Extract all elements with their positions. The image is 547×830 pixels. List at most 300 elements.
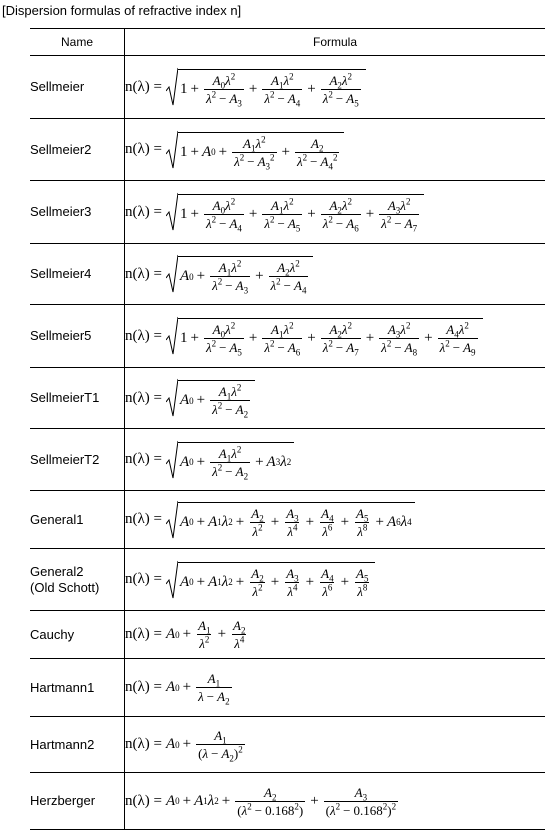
formula-name: Hartmann1	[30, 679, 95, 695]
math-exponent: 2	[217, 462, 223, 473]
formula-name: Sellmeier2	[30, 141, 92, 157]
fraction-numerator	[269, 322, 296, 338]
math-subscript: 1	[206, 625, 211, 636]
fraction	[319, 320, 363, 358]
operator: +	[182, 626, 192, 642]
math-subscript: 4	[328, 161, 333, 172]
math-exponent: 2	[391, 801, 397, 812]
math-exponent: 2	[238, 744, 243, 755]
radicand: 1 + A 0 + $\frac{A_1\lambda^2}{\lambda^2 - A_3^2}$ + $\frac{A_2}{\lambda^2 - A_4^2}$	[178, 132, 344, 170]
radicand: A 0 + A 1 λ 2 + $\frac{A_2}{\lambda^2}$ + $\frac{A_3}{\lambda^4}$ + $\frac{A_4}{\lambda^6}$ + $\frac{A_5}{\lambda^8}$	[178, 562, 376, 600]
fraction-denominator	[250, 522, 264, 539]
lambda-symbol: λ	[287, 583, 293, 599]
table-row	[30, 429, 545, 491]
fraction-numerator	[217, 384, 244, 400]
coefficient-a3: A	[266, 453, 276, 470]
operator: +	[307, 330, 316, 346]
fraction-numerator	[249, 506, 265, 522]
formula-expression	[125, 560, 545, 600]
radicand: A 0 + $\frac{A_1\lambda^2}{\lambda^2 - A_2}$	[178, 380, 255, 418]
fraction	[377, 196, 421, 234]
formula-column-header: Formula	[125, 29, 546, 56]
math-exponent: 4	[239, 634, 245, 645]
operator: +	[255, 268, 264, 284]
fraction-numerator	[354, 566, 370, 582]
formula-lhs: n(λ) =	[125, 511, 162, 527]
operator: +	[182, 736, 192, 752]
fraction-denominator	[438, 338, 478, 358]
fraction-denominator	[262, 338, 302, 358]
lambda-symbol: λ	[221, 573, 229, 590]
fraction-denominator	[321, 214, 361, 234]
math-exponent: 4	[292, 582, 298, 593]
lambda-symbol: λ	[225, 322, 231, 337]
math-exponent: 2	[445, 338, 450, 349]
operator: +	[270, 513, 280, 530]
operator: +	[182, 792, 192, 809]
coefficient-a5: A	[346, 91, 355, 106]
math-exponent: 2	[258, 522, 263, 533]
math-exponent: 2	[295, 258, 300, 269]
math-subscript: 1	[250, 143, 256, 154]
math-exponent: 2	[386, 214, 392, 225]
formula-lhs: n(λ) =	[125, 792, 162, 809]
math-exponent: 2	[335, 801, 341, 812]
coefficient-a4: A	[287, 91, 296, 106]
formula-cell	[125, 491, 546, 549]
coefficient-a6: A	[346, 216, 355, 231]
fraction-numerator	[386, 322, 413, 338]
lambda-symbol: λ	[205, 340, 212, 355]
math-glyph: 1	[179, 206, 188, 222]
math-subscript: 5	[295, 223, 301, 234]
formula-lhs: n(λ) =	[125, 265, 162, 282]
formula-name-cell	[30, 717, 125, 773]
square-root	[166, 192, 424, 232]
fraction	[352, 566, 372, 599]
fraction-numerator	[327, 322, 354, 338]
radical-sign-icon	[166, 378, 178, 418]
coefficient-a0: A	[165, 736, 176, 752]
fraction	[230, 134, 278, 172]
fraction	[260, 196, 304, 234]
fraction-numerator	[327, 73, 354, 89]
formula-name: SellmeierT2	[30, 451, 100, 467]
fraction	[293, 135, 341, 172]
coefficient-a2: A	[235, 402, 244, 417]
coefficient-a6: A	[287, 340, 296, 355]
formula-cell	[125, 368, 546, 429]
math-exponent: 2	[270, 89, 275, 100]
math-exponent: 2	[211, 214, 217, 225]
math-exponent: 2	[328, 214, 333, 225]
fraction	[229, 618, 249, 651]
coefficient-a9: A	[463, 340, 472, 355]
radical-sign-icon	[166, 254, 178, 294]
coefficient-a5: A	[356, 565, 364, 581]
coefficient-a2: A	[217, 689, 226, 704]
fraction	[202, 196, 246, 234]
math-exponent: 2	[382, 801, 388, 812]
lambda-symbol: λ	[322, 91, 329, 106]
coefficient-a1: A	[207, 671, 216, 686]
operator: +	[248, 81, 258, 97]
formula-name-cell	[30, 119, 125, 181]
lambda-symbol: λ	[207, 792, 215, 809]
fraction-numerator	[269, 198, 296, 214]
math-exponent: 2	[236, 258, 242, 269]
fraction-numerator	[354, 506, 370, 522]
coefficient-a3: A	[387, 322, 396, 337]
math-exponent: 2	[328, 338, 333, 349]
fraction-numerator	[217, 446, 244, 462]
coefficient-a2: A	[329, 322, 338, 337]
coefficient-a0: A	[201, 143, 212, 160]
operator: +	[221, 792, 231, 809]
fraction-numerator	[275, 260, 302, 276]
math-exponent: 8	[362, 522, 368, 533]
radical-sign-icon	[166, 130, 178, 170]
coefficient-a3: A	[229, 91, 238, 106]
coefficient-a1: A	[208, 573, 218, 590]
table-row	[30, 244, 545, 305]
lambda-symbol: λ	[264, 91, 270, 106]
radical-sign-icon	[166, 67, 178, 107]
math-exponent: 2	[302, 152, 308, 163]
fraction	[194, 618, 214, 651]
math-subscript: 1	[226, 453, 232, 464]
formula-name-cell	[30, 56, 125, 119]
math-subscript: 2	[243, 409, 249, 420]
radicand: A 0 + $\frac{A_1\lambda^2}{\lambda^2 - A_2}$ + A 3 λ 2	[178, 442, 294, 480]
math-subscript: 2	[337, 205, 342, 216]
coefficient-a3: A	[387, 198, 396, 213]
math-exponent: 2	[236, 382, 242, 393]
fraction-numerator	[353, 785, 369, 801]
table-row	[30, 773, 545, 830]
fraction	[208, 382, 252, 420]
math-exponent: 2	[270, 214, 275, 225]
formula-lhs: n(λ) =	[125, 78, 162, 95]
square-root	[166, 378, 255, 418]
formula-name: Sellmeier3	[30, 204, 92, 219]
operator: −	[219, 340, 227, 355]
table-row	[30, 56, 545, 119]
coefficient-a0: A	[179, 268, 190, 284]
fraction-numerator	[231, 618, 247, 634]
lambda-symbol: λ	[330, 802, 336, 818]
operator: −	[283, 278, 292, 293]
fraction-denominator: $(\lambda - A_2)^2$	[198, 744, 243, 764]
coefficient-a3: A	[286, 505, 295, 521]
fraction-denominator: $(\lambda^2 - 0.168^2)^2$	[325, 801, 397, 818]
lambda-symbol: λ	[341, 73, 348, 88]
formula-expression	[125, 316, 545, 356]
fraction-denominator	[210, 400, 250, 420]
fraction-denominator	[321, 89, 361, 109]
formula-name-cell	[30, 659, 125, 717]
fraction	[247, 566, 267, 599]
math-exponent: 2	[294, 801, 299, 812]
lambda-symbol: λ	[202, 746, 209, 761]
formula-lhs: n(λ) =	[125, 141, 162, 157]
operator: −	[211, 746, 219, 761]
lambda-symbol: λ	[252, 583, 259, 599]
fraction-denominator	[285, 582, 299, 599]
formula-name: Sellmeier	[30, 79, 85, 94]
operator: +	[307, 206, 316, 222]
coefficient-a4: A	[229, 216, 238, 231]
fraction-denominator	[262, 214, 302, 234]
fraction-denominator: $(\lambda^2 - 0.168^2)$	[237, 801, 304, 818]
radical-sign-icon	[166, 192, 178, 232]
coefficient-a2: A	[310, 135, 319, 151]
math-exponent: 2	[211, 89, 217, 100]
fraction-numerator	[249, 566, 265, 582]
math-exponent: 2	[230, 320, 236, 331]
lambda-symbol: λ	[357, 583, 363, 599]
lambda-symbol: λ	[231, 445, 237, 461]
lambda-symbol: λ	[322, 216, 329, 231]
formula-lhs: n(λ) =	[125, 736, 162, 752]
operator: +	[196, 573, 206, 590]
formula-cell	[125, 119, 546, 181]
coefficient-a0: A	[212, 73, 221, 88]
fraction-numerator	[269, 73, 296, 89]
fraction	[317, 566, 337, 599]
operator: −	[277, 340, 285, 355]
lambda-symbol: λ	[212, 402, 218, 417]
coefficient-a7: A	[346, 340, 355, 355]
operator: −	[335, 216, 344, 231]
math-subscript: 9	[471, 347, 476, 358]
operator: +	[196, 453, 206, 470]
math-subscript: 6	[295, 347, 301, 358]
math-exponent: 2	[258, 582, 263, 593]
math-exponent: 2	[405, 320, 411, 331]
lambda-symbol: λ	[199, 636, 205, 651]
lambda-symbol: λ	[400, 322, 406, 337]
fraction-denominator	[210, 276, 250, 296]
formula-cell	[125, 429, 546, 491]
math-subscript: 3	[395, 205, 401, 216]
fraction	[377, 320, 421, 358]
math-exponent: 2	[230, 71, 236, 82]
formula-expression	[125, 192, 545, 232]
coefficient-a2: A	[251, 565, 260, 581]
lambda-symbol: λ	[322, 523, 328, 539]
fraction	[208, 258, 252, 296]
coefficient-a0: A	[179, 513, 190, 530]
operator: +	[196, 268, 206, 284]
coefficient-a1: A	[198, 618, 207, 633]
formula-cell	[125, 717, 546, 773]
formula-name-cell	[30, 773, 125, 830]
operator: −	[225, 463, 233, 479]
math-exponent: 2	[386, 338, 392, 349]
fraction-numerator	[319, 566, 335, 582]
fraction	[247, 506, 267, 539]
fraction-numerator	[217, 260, 244, 276]
formula-expression: n(λ) = A 0 + A 1 λ 2 + $\frac{A_2}{(\lambda^2 - 0.168^2)}$ + $\frac{A_3}{(\lambda^2 - 0.168^2)^2}$	[125, 785, 545, 818]
coefficient-a8: A	[404, 340, 413, 355]
formula-lhs: n(λ) =	[125, 327, 162, 344]
square-root	[166, 67, 366, 107]
fraction-denominator	[196, 687, 231, 707]
math-exponent: 2	[239, 152, 245, 163]
math-exponent: 6	[327, 582, 333, 593]
coefficient-a0: A	[179, 573, 190, 590]
operator: +	[182, 679, 192, 695]
math-exponent: 2	[328, 89, 333, 100]
fraction-denominator	[285, 522, 299, 539]
fraction-numerator	[309, 136, 325, 152]
coefficient-a5: A	[287, 216, 296, 231]
fraction-denominator	[295, 152, 339, 172]
math-exponent: 2	[347, 320, 353, 331]
coefficient-a0: A	[179, 453, 190, 470]
math-subscript: 2	[318, 143, 324, 154]
coefficient-a0: A	[165, 679, 176, 695]
fraction-denominator	[269, 276, 309, 296]
lambda-symbol: λ	[280, 453, 287, 470]
math-subscript: 3	[294, 573, 299, 584]
square-root	[166, 500, 415, 540]
operator: +	[255, 453, 264, 470]
fraction-numerator	[196, 618, 212, 634]
formula-lhs: n(λ) =	[125, 389, 162, 406]
math-exponent: 2	[289, 320, 294, 331]
coefficient-a5: A	[356, 505, 364, 521]
lambda-symbol: λ	[458, 322, 465, 337]
math-glyph: 1	[179, 143, 188, 160]
square-root	[166, 440, 294, 480]
coefficient-a7: A	[404, 216, 413, 231]
coefficient-a0: A	[212, 198, 221, 213]
math-subscript: 1	[226, 391, 232, 402]
coefficient-a1: A	[271, 198, 279, 213]
operator: −	[310, 153, 318, 169]
coefficient-a2: A	[233, 618, 241, 633]
fraction-denominator	[197, 634, 211, 651]
table-row	[30, 549, 545, 611]
math-exponent: 2	[261, 134, 266, 145]
lambda-symbol: λ	[255, 135, 262, 151]
formula-cell	[125, 773, 546, 830]
radicand	[178, 194, 424, 232]
math-exponent: 2	[289, 196, 294, 207]
operator: −	[452, 340, 461, 355]
operator: −	[219, 216, 227, 231]
coefficient-a2: A	[235, 463, 244, 479]
formula-name: General2	[30, 563, 84, 579]
formula-lhs: n(λ) =	[125, 679, 162, 695]
square-root	[166, 254, 313, 294]
operator: +	[310, 792, 319, 809]
math-subscript: 8	[412, 347, 418, 358]
math-exponent: 2	[289, 71, 294, 82]
formula-cell	[125, 611, 546, 659]
lambda-symbol: λ	[439, 340, 446, 355]
formula-cell	[125, 549, 546, 611]
operator: +	[424, 330, 433, 346]
fraction	[208, 444, 252, 482]
formula-expression	[125, 440, 545, 480]
math-exponent: 6	[327, 522, 333, 533]
fraction-denominator	[204, 338, 244, 358]
table-caption: [Dispersion formulas of refractive index n]	[2, 3, 242, 18]
operator: +	[305, 513, 315, 530]
math-subscript: 5	[363, 513, 369, 524]
math-subscript: 2	[243, 471, 249, 482]
operator: +	[365, 330, 375, 346]
math-subscript: 1	[226, 267, 232, 278]
fraction	[202, 71, 246, 109]
math-subscript: 2	[337, 80, 342, 91]
math-subscript: 4	[329, 573, 334, 584]
formula-cell	[125, 56, 546, 119]
radicand: A 0 + A 1 λ 2 + $\frac{A_2}{\lambda^2}$ + $\frac{A_3}{\lambda^4}$ + $\frac{A_4}{\lambda^6}$ + $\frac{A_5}{\lambda^8}$ + A 6 λ 4	[178, 502, 415, 540]
operator: +	[340, 573, 350, 590]
math-exponent: 2	[332, 152, 338, 163]
fraction-numerator	[327, 198, 354, 214]
lambda-symbol: λ	[225, 198, 231, 213]
fraction-numerator	[212, 728, 228, 744]
fraction-numerator	[284, 506, 300, 522]
math-subscript: 1	[278, 205, 284, 216]
lambda-symbol: λ	[212, 463, 218, 479]
fraction-numerator	[262, 785, 278, 801]
operator: +	[305, 573, 315, 590]
formula-expression: n(λ) = A 0 + $\frac{A_1}{(\lambda - A_2)^2}$	[125, 728, 545, 761]
operator: +	[217, 626, 227, 642]
lambda-symbol: λ	[289, 260, 296, 275]
lambda-symbol: λ	[234, 636, 240, 651]
fraction-numerator	[206, 671, 222, 687]
lambda-symbol: λ	[297, 153, 303, 169]
fraction	[319, 196, 363, 234]
operator: −	[394, 216, 402, 231]
coefficient-a3: A	[354, 784, 363, 800]
math-glyph: 1	[179, 81, 188, 97]
formula-expression	[125, 254, 545, 294]
math-exponent: 2	[204, 634, 210, 645]
math-subscript: 2	[241, 625, 246, 636]
coefficient-a4: A	[321, 565, 330, 581]
math-glyph: 1	[179, 330, 188, 346]
lambda-symbol: λ	[231, 260, 237, 275]
coefficient-a6: A	[386, 513, 397, 530]
lambda-symbol: λ	[264, 340, 270, 355]
math-exponent: 2	[217, 276, 223, 287]
formula-name-note: (Old Schott)	[30, 579, 100, 595]
lambda-symbol: λ	[264, 216, 270, 231]
math-subscript: 7	[354, 347, 359, 358]
lambda-symbol: λ	[231, 384, 237, 399]
formula-lhs: n(λ) =	[125, 571, 162, 587]
coefficient-a3: A	[286, 565, 295, 581]
operator: −	[219, 91, 227, 106]
radical-sign-icon	[166, 500, 178, 540]
formula-name: Sellmeier5	[30, 328, 92, 343]
fraction	[194, 728, 247, 764]
operator: −	[247, 153, 255, 169]
formula-name-cell	[30, 368, 125, 429]
fraction-denominator	[379, 338, 419, 358]
lambda-symbol: λ	[252, 523, 259, 539]
formula-expression	[125, 378, 545, 418]
math-subscript: 2	[225, 696, 230, 707]
